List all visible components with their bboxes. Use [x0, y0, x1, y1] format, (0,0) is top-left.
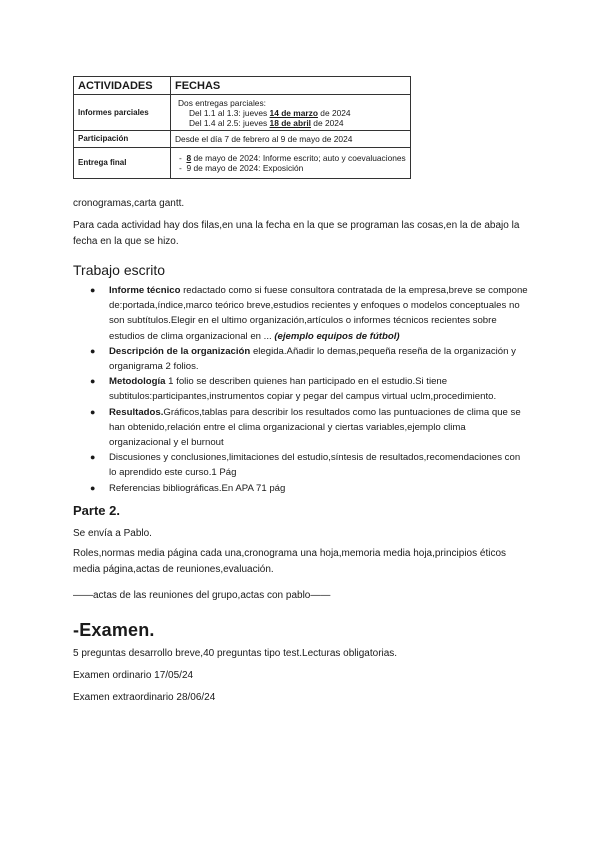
- final-item-2: - 9 de mayo de 2024: Exposición: [179, 163, 304, 173]
- table-row: [74, 131, 411, 148]
- bullet-list: [90, 283, 530, 496]
- heading-parte-2: Parte 2.: [73, 503, 120, 518]
- activity-cell: Informes parciales: [74, 95, 171, 131]
- header-actividades: ACTIVIDADES: [74, 77, 171, 95]
- list-item: ● Metodología 1 folio se describen quienes han participado en el estudio.Si tiene subtitulos:participantes,instrumentos copiar y pegar del campus virtual uclm,procedimiento.: [90, 376, 497, 403]
- bullet-icon: ●: [90, 285, 96, 295]
- dates-intro: Dos entregas parciales:: [178, 97, 266, 108]
- heading-trabajo-escrito: Trabajo escrito: [73, 262, 166, 278]
- list-item: ● Resultados.Gráficos,tablas para describir los resultados como las puntuaciones de clima que se han obtenido,relación entre el clima organizacional y ciertas variables,ejemplo clima organizacional y el burnout: [90, 406, 521, 449]
- activities-table: [73, 76, 411, 179]
- paragraph-preguntas: 5 preguntas desarrollo breve,40 preguntas tipo test.Lecturas obligatorias.: [73, 648, 398, 659]
- date-highlight: 18 de abril: [269, 117, 311, 128]
- dates-line-2: Del 1.4 al 2.5: jueves 18 de abril de 2024: [189, 117, 344, 128]
- bullet-icon: ●: [90, 406, 96, 417]
- paragraph-filas: Para cada actividad hay dos filas,en una la fecha en la que se programan las cosas,en la de abajo la fecha en la que se hizo.: [73, 220, 520, 247]
- table-header-row: [74, 77, 411, 95]
- paragraph-actas: ——actas de las reuniones del grupo,actas con pablo——: [73, 590, 331, 601]
- table-row: [74, 95, 411, 131]
- dates-cell: Desde el día 7 de febrero al 9 de mayo de 2024: [171, 131, 411, 148]
- final-item-1: - 8 de mayo de 2024: Informe escrito; auto y coevaluaciones: [179, 153, 406, 163]
- heading-examen: -Examen.: [73, 620, 155, 640]
- paragraph-pablo: Se envía a Pablo.: [73, 528, 152, 539]
- list-item: ● Informe técnico redactado como si fuese consultora contratada de la empresa,breve se compone de:portada,índice,marco teórico breve,estudios recientes y enfoques o modelos conceptuales no son subtítulos.Elegir en el ultimo organización,artículos o informes técnicos recientes sobre estudios de clima organizacional en ... (ejemplo equipos de fútbol): [90, 285, 528, 342]
- bullet-icon: ●: [90, 376, 96, 387]
- activity-cell: Participación: [74, 131, 171, 148]
- dates-cell: [171, 148, 411, 179]
- bullet-icon: ●: [90, 452, 96, 463]
- list-item: ● Descripción de la organización elegida.Añadir lo demas,pequeña reseña de la organización y organigrama 2 folios.: [90, 345, 516, 373]
- list-item: ● Referencias bibliográficas.En APA 71 pág: [90, 481, 530, 496]
- dates-cell: [171, 95, 411, 131]
- paragraph-roles: Roles,normas media página cada una,cronograma una hoja,memoria media hoja,principios éticos media página,actas de reuniones,evaluación.: [73, 548, 507, 575]
- bullet-icon: ●: [90, 482, 96, 493]
- activity-cell: Entrega final: [74, 148, 171, 179]
- paragraph-ordinario: Examen ordinario 17/05/24: [73, 670, 194, 681]
- table-row: [74, 148, 411, 179]
- date-highlight: 14 de marzo: [269, 107, 318, 118]
- paragraph-cronogramas: cronogramas,carta gantt.: [73, 198, 185, 209]
- paragraph-extraordinario: Examen extraordinario 28/06/24: [73, 692, 216, 703]
- list-item: ● Discusiones y conclusiones,limitaciones del estudio,síntesis de resultados,recomendaciones con lo aprendido este curso.1 Pág: [90, 452, 521, 479]
- bullet-icon: ●: [90, 345, 96, 356]
- header-fechas: FECHAS: [171, 77, 411, 95]
- dates-line-1: Del 1.1 al 1.3: jueves 14 de marzo de 2024: [189, 107, 351, 118]
